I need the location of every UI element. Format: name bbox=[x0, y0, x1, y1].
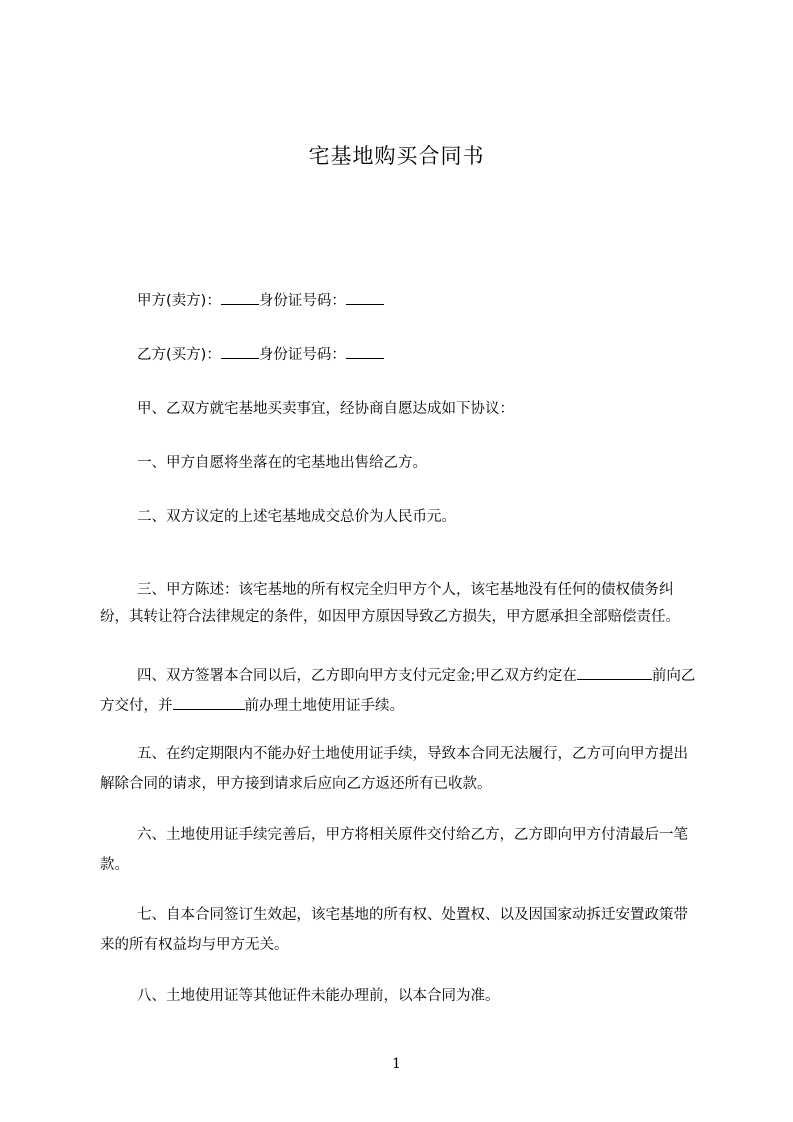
party-a-id-label: 身份证号码： bbox=[258, 293, 346, 309]
party-b-line bbox=[100, 340, 700, 370]
party-a-id-blank bbox=[346, 288, 384, 305]
clause-8: 八、土地使用证等其他证件未能办理前，以本合同为准。 bbox=[137, 988, 500, 1004]
party-a-label: 甲方(卖方)： bbox=[137, 293, 221, 309]
page-number: 1 bbox=[392, 1056, 401, 1072]
clause-2: 二、双方议定的上述宅基地成交总价为人民币元。 bbox=[137, 509, 456, 525]
clause-5: 五、在约定期限内不能办好土地使用证手续，导致本合同无法履行，乙方可向甲方提出解除合同的请求，甲方接到请求后应向乙方返还所有已收款。 bbox=[100, 746, 688, 792]
document-title: 宅基地购买合同书 bbox=[308, 144, 485, 168]
party-b-label: 乙方(买方)： bbox=[137, 347, 221, 363]
clause-4-part-3: 前办理土地使用证手续。 bbox=[244, 698, 404, 714]
party-b-id-blank bbox=[346, 342, 384, 359]
certificate-date-blank bbox=[173, 693, 245, 710]
clause-6: 六、土地使用证手续完善后，甲方将相关原件交付给乙方，乙方即向甲方付清最后一笔款。 bbox=[100, 827, 688, 873]
clause-3: 三、甲方陈述：该宅基地的所有权完全归甲方个人，该宅基地没有任何的债权债务纠纷，其转让符合法律规定的条件，如因甲方原因导致乙方损失，甲方愿承担全部赔偿责任。 bbox=[100, 582, 680, 625]
clause-4 bbox=[100, 661, 700, 721]
intro-paragraph: 甲、乙双方就宅基地买卖事宜，经协商自愿达成如下协议： bbox=[137, 401, 514, 417]
party-b-name-blank bbox=[221, 342, 259, 359]
party-a-name-blank bbox=[221, 288, 259, 305]
delivery-date-blank bbox=[577, 663, 652, 680]
party-a-line bbox=[100, 286, 700, 316]
party-b-id-label: 身份证号码： bbox=[258, 347, 346, 363]
clause-7: 七、自本合同签订生效起，该宅基地的所有权、处置权、以及因国家动拆迁安置政策带来的所有权益均与甲方无关。 bbox=[100, 907, 688, 953]
clause-4-part-2: 前向乙方交付，并 bbox=[100, 668, 696, 714]
clause-4-part-1: 四、双方签署本合同以后，乙方即向甲方支付元定金;甲乙双方约定在 bbox=[137, 668, 577, 684]
clause-1: 一、甲方自愿将坐落在的宅基地出售给乙方。 bbox=[137, 455, 427, 471]
